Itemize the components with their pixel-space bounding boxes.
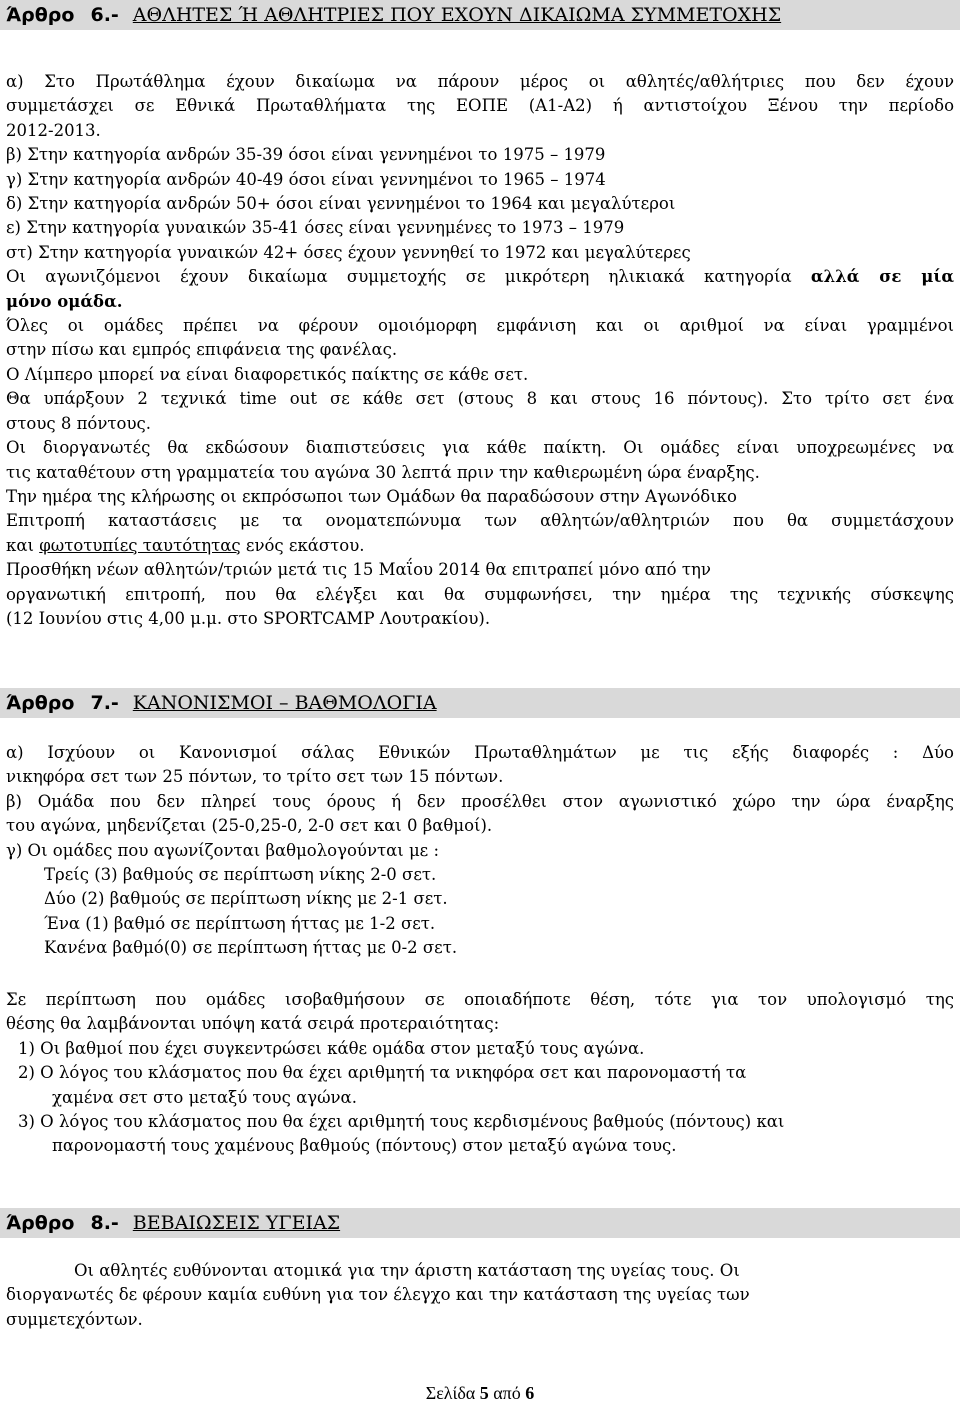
tiebreak-section xyxy=(6,988,954,1159)
text-line: Δύο (2) βαθμούς σε περίπτωση νίκης με 2-1 σετ. xyxy=(44,889,448,909)
bold-text: μόνο ομάδα. xyxy=(6,291,123,311)
article-title: ΚΑΝΟΝΙΣΜΟΙ – ΒΑΘΜΟΛΟΓΙΑ xyxy=(132,692,437,714)
text-line: Ένα (1) βαθμό σε περίπτωση ήττας με 1-2 σετ. xyxy=(44,913,436,933)
text-line: Θα υπάρξουν 2 τεχνικά time out σε κάθε σετ (στους 8 και στους 16 πόντους). Στο τρίτο σετ ένα xyxy=(6,389,954,409)
text-line xyxy=(6,534,954,558)
bold-text: αλλά σε μία xyxy=(810,267,955,287)
text-line: συμμετάσχει σε Εθνικά Πρωταθλήματα της ΕΟΠΕ (Α1-Α2) ή αντιστοίχου Ξένου την περίοδο xyxy=(6,96,954,116)
text-line: γ) Στην κατηγορία ανδρών 40-49 όσοι είναι γεννημένοι το 1965 – 1974 xyxy=(6,169,606,189)
text-line: Οι διοργανωτές θα εκδώσουν διαπιστεύσεις για κάθε παίκτη. Οι ομάδες είναι υποχρεωμένες να xyxy=(6,438,954,458)
text-line: συμμετεχόντων. xyxy=(6,1309,143,1329)
text-line: δ) Στην κατηγορία ανδρών 50+ όσοι είναι γεννημένοι το 1964 και μεγαλύτεροι xyxy=(6,194,676,214)
article-number: 8.- xyxy=(90,1212,119,1234)
text-line: α) Ισχύουν οι Κανονισμοί σάλας Εθνικών Πρωταθλημάτων με τις εξής διαφορές : Δύο xyxy=(6,743,954,762)
text-line: παρονομαστή τους χαμένους βαθμούς (πόντους) στον μεταξύ αγώνα τους. xyxy=(52,1136,677,1156)
article-8-heading xyxy=(0,1208,960,1238)
article-label: Άρθρο xyxy=(6,692,75,714)
text-line: Τρείς (3) βαθμούς σε περίπτωση νίκης 2-0 σετ. xyxy=(44,865,437,885)
text-line: του αγώνα, μηδενίζεται (25-0,25-0, 2-0 σετ και 0 βαθμοί). xyxy=(6,816,493,836)
text-line: θέσης θα λαμβάνονται υπόψη κατά σειρά προτεραιότητας: xyxy=(6,1014,500,1034)
article-label: Άρθρο xyxy=(6,4,75,26)
text-line: οργανωτική επιτροπή, που θα ελέγξει και θα συμφωνήσει, την ημέρα της τεχνικής σύσκεψης xyxy=(6,584,954,604)
article-label: Άρθρο xyxy=(6,1212,75,1234)
text-line: Ο Λίμπερο μπορεί να είναι διαφορετικός παίκτης σε κάθε σετ. xyxy=(6,364,529,384)
list-item: 1) Οι βαθμοί που έχει συγκεντρώσει κάθε ομάδα στον μεταξύ τους αγώνα. xyxy=(18,1038,645,1058)
underlined-text: φωτοτυπίες ταυτότητας xyxy=(39,535,241,555)
text-line: στην πίσω και εμπρός επιφάνεια της φανέλας. xyxy=(6,340,398,360)
total-pages-number: 6 xyxy=(525,1383,535,1403)
text-line: Επιτροπή καταστάσεις με τα ονοματεπώνυμα των αθλητών/αθλητριών που θα συμμετάσχουν xyxy=(6,511,954,531)
article-8-body xyxy=(6,1259,954,1332)
article-6-body xyxy=(6,70,954,631)
text-line: τις καταθέτουν στη γραμματεία του αγώνα 30 λεπτά πριν την καθιερωμένη ώρα έναρξης. xyxy=(6,462,760,482)
text-line: Οι αθλητές ευθύνονται ατομικά για την άριστη κατάσταση της υγείας τους. Οι xyxy=(74,1261,740,1280)
article-7-heading xyxy=(0,688,960,718)
page-label: Σελίδα xyxy=(425,1383,476,1403)
text-line: Σε περίπτωση που ομάδες ισοβαθμήσουν σε οποιαδήποτε θέση, τότε για τον υπολογισμό της xyxy=(6,990,954,1009)
text-line xyxy=(6,265,954,289)
text-line: α) Στο Πρωτάθλημα έχουν δικαίωμα να πάρουν μέρος οι αθλητές/αθλήτριες που δεν έχουν xyxy=(6,72,954,91)
text-line: νικηφόρα σετ των 25 πόντων, το τρίτο σετ των 15 πόντων. xyxy=(6,767,504,787)
page-of-label: από xyxy=(493,1383,521,1403)
current-page-number: 5 xyxy=(479,1383,489,1403)
text-line: 2012-2013. xyxy=(6,120,101,140)
article-number: 7.- xyxy=(90,692,119,714)
article-6-heading xyxy=(0,0,960,30)
list-item: 3) Ο λόγος του κλάσματος που θα έχει αριθμητή τους κερδισμένους βαθμούς (πόντους) και xyxy=(18,1112,785,1132)
text-line: β) Στην κατηγορία ανδρών 35-39 όσοι είναι γεννημένοι το 1975 – 1979 xyxy=(6,145,606,165)
article-number: 6.- xyxy=(90,4,119,26)
text-line: χαμένα σετ στο μεταξύ τους αγώνα. xyxy=(52,1087,357,1107)
text-line: β) Ομάδα που δεν πληρεί τους όρους ή δεν προσέλθει στον αγωνιστικό χώρο την ώρα έναρξης xyxy=(6,791,954,811)
text-line: στ) Στην κατηγορία γυναικών 42+ όσες έχουν γεννηθεί το 1972 και μεγαλύτερες xyxy=(6,242,691,262)
article-title: ΑΘΛΗΤΕΣ Ή ΑΘΛΗΤΡΙΕΣ ΠΟΥ ΕΧΟΥΝ ΔΙΚΑΙΩΜΑ ΣΥΜΜΕΤΟΧΗΣ xyxy=(132,4,782,26)
text-line: ε) Στην κατηγορία γυναικών 35-41 όσες είναι γεννημένες το 1973 – 1979 xyxy=(6,218,625,238)
text-line: γ) Οι ομάδες που αγωνίζονται βαθμολογούνται με : xyxy=(6,840,440,860)
text-run: Οι αγωνιζόμενοι έχουν δικαίωμα συμμετοχής σε μικρότερη ηλικιακά κατηγορία xyxy=(6,267,792,287)
text-line: Κανένα βαθμό(0) σε περίπτωση ήττας με 0-2 σετ. xyxy=(44,938,458,958)
text-line: στους 8 πόντους. xyxy=(6,413,151,433)
text-line: (12 Ιουνίου στις 4,00 μ.μ. στο SPORTCAMP Λουτρακίου). xyxy=(6,608,491,628)
text-run: και xyxy=(6,535,34,555)
text-line: Προσθήκη νέων αθλητών/τριών μετά τις 15 Μαΐου 2014 θα επιτραπεί μόνο από την xyxy=(6,560,711,580)
text-line: Όλες οι ομάδες πρέπει να φέρουν ομοιόμορφη εμφάνιση και οι αριθμοί να είναι γραμμένοι xyxy=(6,316,954,336)
article-7-body xyxy=(6,741,954,961)
page-footer xyxy=(0,1383,960,1404)
text-run: ενός εκάστου. xyxy=(245,535,365,555)
article-title: ΒΕΒΑΙΩΣΕΙΣ ΥΓΕΙΑΣ xyxy=(132,1212,341,1234)
text-line: διοργανωτές δε φέρουν καμία ευθύνη για τον έλεγχο και την κατάσταση της υγείας των xyxy=(6,1285,750,1305)
list-item: 2) Ο λόγος του κλάσματος που θα έχει αριθμητή τα νικηφόρα σετ και παρονομαστή τα xyxy=(18,1063,747,1083)
text-line: Την ημέρα της κλήρωσης οι εκπρόσωποι των Ομάδων θα παραδώσουν στην Αγωνόδικο xyxy=(6,486,737,506)
